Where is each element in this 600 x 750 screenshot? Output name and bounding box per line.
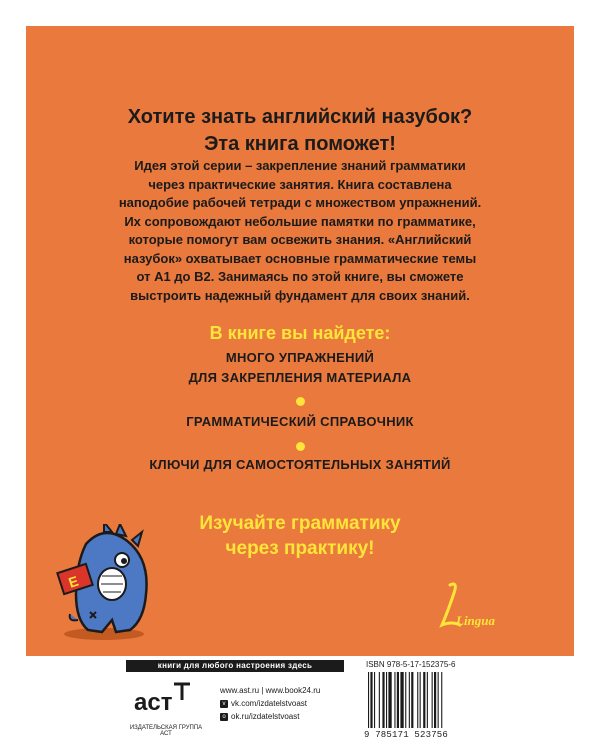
vk-icon: v: [220, 700, 228, 708]
barcode-bar: [411, 672, 413, 728]
feature-line: ГРАММАТИЧЕСКИЙ СПРАВОЧНИК: [186, 414, 414, 429]
features-title: В книге вы найдете:: [209, 323, 391, 343]
barcode-bar: [409, 672, 410, 728]
barcode-bar: [394, 672, 395, 728]
back-cover: [26, 26, 574, 656]
lingua-imprint-logo: [436, 581, 506, 633]
ast-publisher-logo: [130, 680, 200, 720]
monster-mascot-illustration: [46, 524, 158, 642]
feature-line: КЛЮЧИ ДЛЯ САМОСТОЯТЕЛЬНЫХ ЗАНЯТИЙ: [149, 457, 451, 472]
headline-line: Хотите знать английский назубок?: [127, 106, 473, 128]
imprint-name: Lingua: [456, 613, 496, 628]
ok-link[interactable]: [220, 710, 320, 723]
vk-link-text: vk.com/izdatelstvoast: [231, 699, 308, 708]
publisher-logo-text: аст: [134, 689, 173, 716]
description-line: назубок» охватывает основные грамматические темы: [123, 250, 477, 266]
barcode-bar: [432, 672, 433, 728]
barcode-bar: [374, 672, 375, 728]
feature-item-keys: [26, 455, 574, 475]
barcode-bar: [423, 672, 425, 728]
barcode-bar: [434, 672, 436, 728]
publisher-name: ИЗДАТЕЛЬСКАЯ ГРУППА АСТ: [129, 725, 203, 737]
feature-item-reference: [26, 412, 574, 432]
description-line: Их сопровождают небольшие памятки по грамматике,: [124, 213, 476, 229]
description-line: выстроить надежный фундамент для своих знаний.: [130, 287, 470, 303]
barcode-bar: [397, 672, 399, 728]
description: [112, 157, 488, 305]
bullet-dot: [296, 442, 305, 451]
barcode-bar: [368, 672, 369, 728]
vk-link[interactable]: [220, 697, 320, 710]
description-line: Идея этой серии – закрепление знаний грамматики: [134, 158, 466, 173]
closing-line: через практику!: [225, 538, 375, 559]
barcode-bar: [427, 672, 428, 728]
barcode-bar: [400, 672, 403, 728]
description-line: наподобие рабочей тетради с множеством упражнений.: [118, 195, 482, 210]
svg-text:Е: Е: [66, 572, 81, 591]
description-line: через практические занятия. Книга составлена: [148, 176, 452, 192]
bullet-dot: [296, 397, 305, 406]
barcode-bar: [438, 672, 439, 728]
barcode-bar: [386, 672, 387, 728]
publisher-links: [220, 684, 320, 723]
headline-line: Эта книга поможет!: [204, 133, 396, 155]
ok-link-text: ok.ru/izdatelstvoast: [231, 712, 300, 721]
barcode-bar: [382, 672, 384, 728]
isbn-number: ISBN 978-5-17-152375-6: [366, 660, 456, 669]
barcode-bar: [420, 672, 421, 728]
website-link[interactable]: [220, 684, 320, 697]
tagline-banner: книги для любого настроения здесь: [126, 660, 344, 672]
ok-icon: o: [220, 713, 228, 721]
barcode-bar: [379, 672, 380, 728]
feature-line: МНОГО УПРАЖНЕНИЙ: [225, 350, 375, 365]
publisher-strip: [0, 656, 600, 750]
barcode-number: 9 785171 523756: [364, 730, 449, 740]
description-line: которые помогут вам освежить знания. «Английский: [128, 232, 472, 247]
feature-item-exercises: [26, 348, 574, 388]
barcode-bar: [370, 672, 372, 728]
closing-line: Изучайте грамматику: [199, 513, 401, 534]
headline: [26, 104, 574, 158]
barcode-bar: [388, 672, 391, 728]
website-link-text: www.ast.ru | www.book24.ru: [220, 686, 321, 695]
barcode-bar: [417, 672, 418, 728]
description-line: от A1 до B2. Занимаясь по этой книге, вы сможете: [136, 269, 464, 284]
barcode-block: [364, 660, 474, 742]
barcode-bar: [441, 672, 442, 728]
feature-line: ДЛЯ ЗАКРЕПЛЕНИЯ МАТЕРИАЛА: [188, 370, 412, 385]
barcode-graphic: [368, 672, 470, 728]
barcode-bar: [405, 672, 406, 728]
